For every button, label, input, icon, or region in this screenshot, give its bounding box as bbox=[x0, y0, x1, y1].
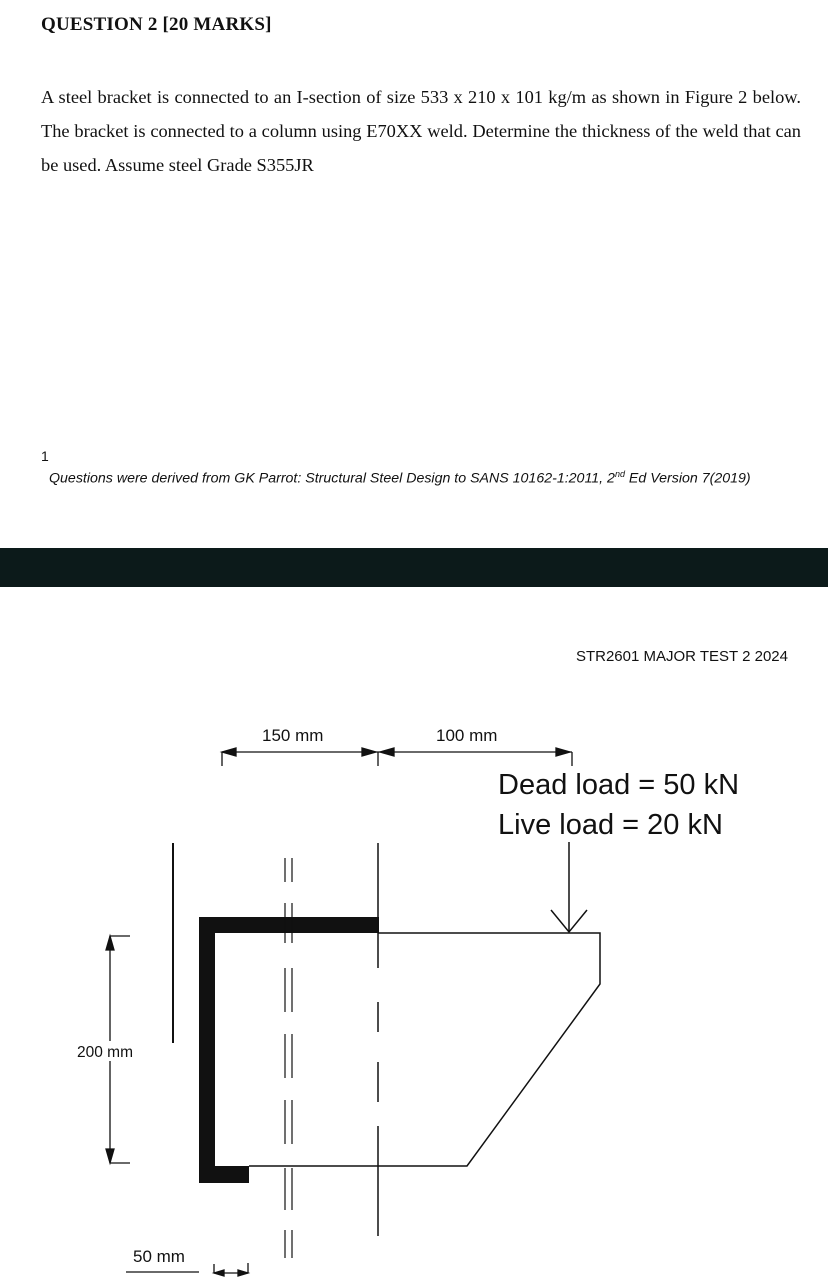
footnote-number: 1 bbox=[41, 448, 49, 464]
bracket-plate bbox=[249, 933, 600, 1166]
dim-150-label: 150 mm bbox=[262, 726, 324, 745]
footnote-text-main: Questions were derived from GK Parrot: Structural Steel Design to SANS 10162-1:2011, 2 bbox=[49, 470, 615, 487]
footnote-text-end: Ed Version 7(2019) bbox=[624, 470, 751, 487]
bottom-dimension-ticks bbox=[214, 1263, 248, 1276]
footnote-superscript: nd bbox=[614, 469, 625, 479]
dim-200-label: 200 mm bbox=[77, 1044, 133, 1061]
question-heading: QUESTION 2 [20 MARKS] bbox=[41, 14, 272, 35]
load-arrow bbox=[551, 842, 587, 932]
bracket-figure bbox=[0, 600, 828, 1278]
top-dimension bbox=[222, 748, 572, 766]
page-break-band bbox=[0, 548, 828, 587]
dim-50-label: 50 mm bbox=[133, 1247, 185, 1266]
live-load-label: Live load = 20 kN bbox=[498, 809, 723, 841]
footnote-text bbox=[49, 469, 751, 487]
page-header: STR2601 MAJOR TEST 2 2024 bbox=[575, 648, 788, 665]
question-body: A steel bracket is connected to an I-section of size 533 x 210 x 101 kg/m as shown in Figure 2 below. The bracket is connected to a column using E70XX weld. Determine the thickness of the weld that can be used. Assume steel Grade S355JR bbox=[41, 87, 801, 175]
weld-profile bbox=[199, 917, 379, 1183]
dead-load-label: Dead load = 50 kN bbox=[498, 769, 740, 801]
dim-100-label: 100 mm bbox=[436, 726, 498, 745]
